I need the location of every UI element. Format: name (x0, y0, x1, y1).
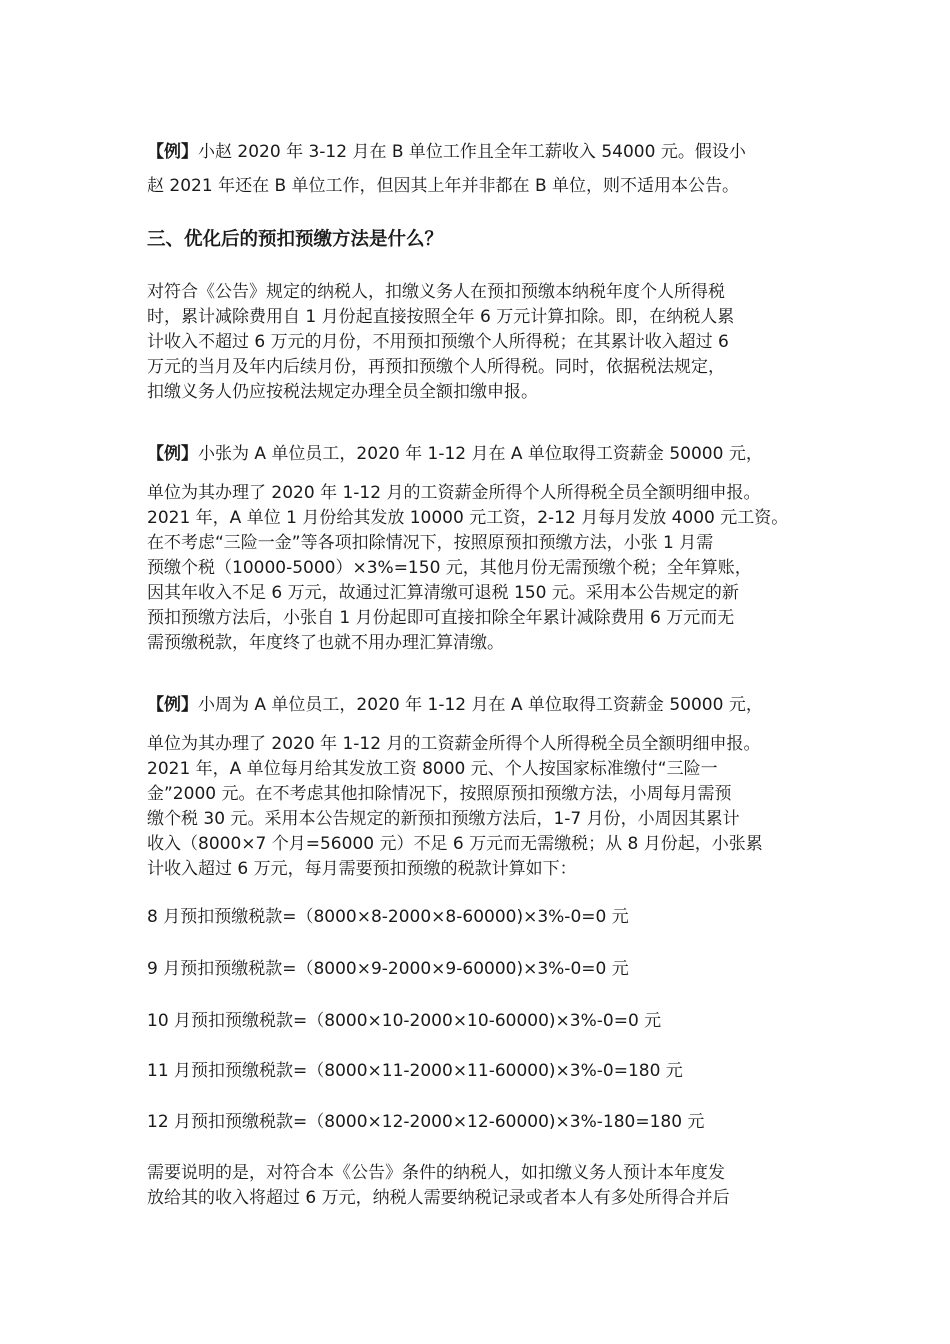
calc-line: 9 月预扣预缴税款=（8000×9-2000×9-60000)×3%-0=0 元 (147, 959, 629, 979)
example2-first-line: 【例】小张为 A 单位员工，2020 年 1-12 月在 A 单位取得工资薪金 50000 元， (147, 444, 763, 464)
paragraph-line: 万元的当月及年内后续月份，再预扣预缴个人所得税。同时，依据税法规定， (147, 357, 725, 377)
paragraph-line: 2021 年，A 单位每月给其发放工资 8000 元、个人按国家标准缴付“三险一 (147, 759, 718, 779)
paragraph-line: 单位为其办理了 2020 年 1-12 月的工资薪金所得个人所得税全员全额明细申报。 (147, 734, 761, 754)
paragraph-line: 2021 年，A 单位 1 月份给其发放 10000 元工资，2-12 月每月发放 4000 元工资。 (147, 508, 789, 528)
paragraph-line: 因其年收入不足 6 万元，故通过汇算清缴可退税 150 元。采用本公告规定的新 (147, 583, 739, 603)
paragraph-line: 金”2000 元。在不考虑其他扣除情况下，按照原预扣预缴方法，小周每月需预 (147, 784, 732, 804)
paragraph-line: 需预缴税款，年度终了也就不用办理汇算清缴。 (147, 633, 504, 653)
example1-line2: 赵 2021 年还在 B 单位工作，但因其上年并非都在 B 单位，则不适用本公告。 (147, 176, 740, 196)
example3-first-line: 【例】小周为 A 单位员工，2020 年 1-12 月在 A 单位取得工资薪金 50000 元， (147, 695, 763, 715)
paragraph-line: 扣缴义务人仍应按税法规定办理全员全额扣缴申报。 (147, 382, 538, 402)
section3-heading: 三、优化后的预扣预缴方法是什么？ (147, 229, 444, 250)
calc-line: 10 月预扣预缴税款=（8000×10-2000×10-60000)×3%-0=0 元 (147, 1011, 662, 1031)
paragraph-line: 预缴个税（10000-5000）×3%=150 元，其他月份无需预缴个税；全年算账， (147, 558, 752, 578)
paragraph-line: 在不考虑“三险一金”等各项扣除情况下，按照原预扣预缴方法，小张 1 月需 (147, 533, 714, 553)
example1-line1: 【例】小赵 2020 年 3-12 月在 B 单位工作且全年工薪收入 54000 元。假设小 (147, 142, 746, 162)
example-tag: 【例】 (147, 444, 198, 464)
paragraph-line: 时，累计减除费用自 1 月份起直接按照全年 6 万元计算扣除。即，在纳税人累 (147, 307, 735, 327)
paragraph-line: 计收入超过 6 万元，每月需要预扣预缴的税款计算如下： (147, 859, 577, 879)
paragraph-line: 放给其的收入将超过 6 万元，纳税人需要纳税记录或者本人有多处所得合并后 (147, 1188, 730, 1208)
calc-line: 8 月预扣预缴税款=（8000×8-2000×8-60000)×3%-0=0 元 (147, 907, 629, 927)
paragraph-line: 收入（8000×7 个月=56000 元）不足 6 万元而无需缴税；从 8 月份起，小张累 (147, 834, 763, 854)
paragraph-line: 对符合《公告》规定的纳税人，扣缴义务人在预扣预缴本纳税年度个人所得税 (147, 282, 725, 302)
paragraph-line: 缴个税 30 元。采用本公告规定的新预扣预缴方法后，1-7 月份，小周因其累计 (147, 809, 740, 829)
example-tag: 【例】 (147, 695, 198, 715)
example-tag: 【例】 (147, 142, 198, 162)
paragraph-line: 单位为其办理了 2020 年 1-12 月的工资薪金所得个人所得税全员全额明细申报。 (147, 483, 761, 503)
calc-line: 12 月预扣预缴税款=（8000×12-2000×12-60000)×3%-180=180 元 (147, 1112, 705, 1132)
paragraph-line: 计收入不超过 6 万元的月份，不用预扣预缴个人所得税；在其累计收入超过 6 (147, 332, 729, 352)
paragraph-line: 需要说明的是，对符合本《公告》条件的纳税人，如扣缴义务人预计本年度发 (147, 1163, 725, 1183)
calc-line: 11 月预扣预缴税款=（8000×11-2000×11-60000)×3%-0=180 元 (147, 1061, 683, 1081)
paragraph-line: 预扣预缴方法后，小张自 1 月份起即可直接扣除全年累计减除费用 6 万元而无 (147, 608, 735, 628)
